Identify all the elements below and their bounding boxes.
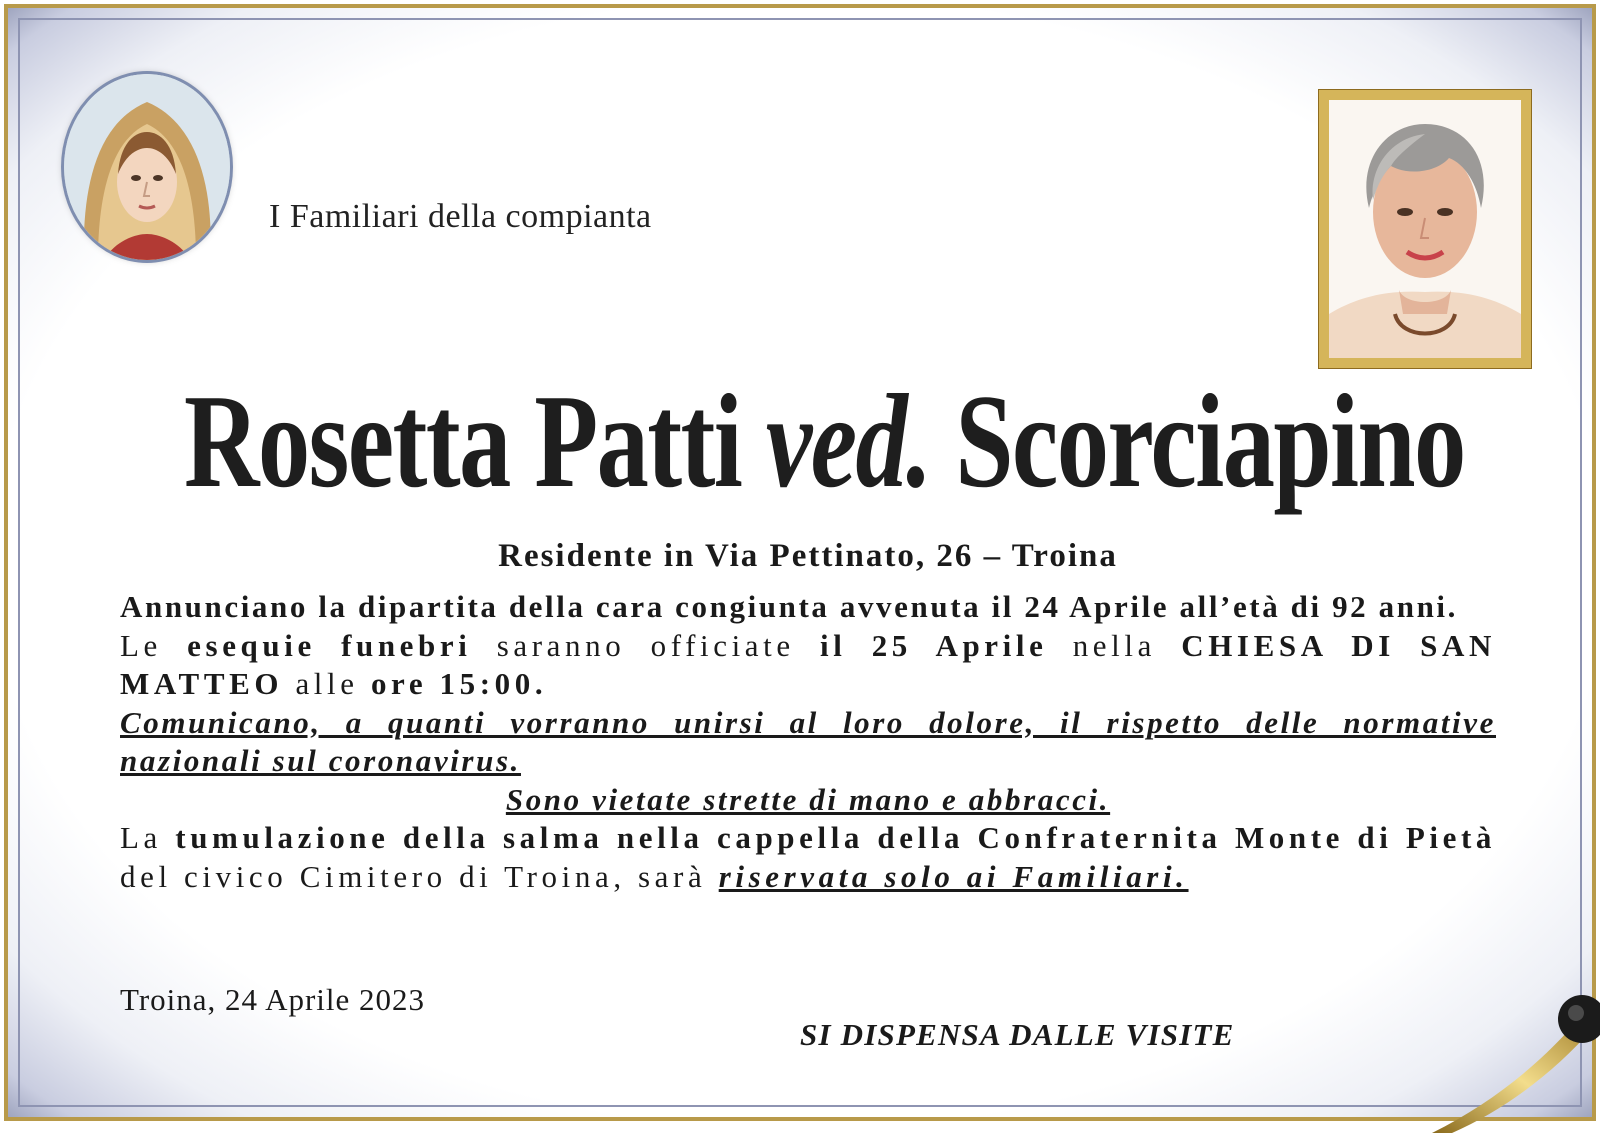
deceased-photo bbox=[1329, 100, 1521, 358]
deceased-name bbox=[184, 366, 1465, 516]
burial-text-3: del civico Cimitero di Troina, sarà bbox=[120, 858, 719, 894]
funeral-paragraph bbox=[120, 627, 1496, 704]
burial-text-2: tumulazione della salma nella cappella della Confraternita Monte di Pietà bbox=[175, 820, 1496, 855]
name-surname: Scorciapino bbox=[955, 367, 1465, 515]
place-date: Troina, 24 Aprile 2023 bbox=[120, 982, 426, 1017]
funeral-text-4: nella bbox=[1047, 627, 1182, 663]
residence-line: Residente in Via Pettinato, 26 – Troina bbox=[498, 538, 1118, 574]
church-name: CHIESA DI SAN MATTEO bbox=[120, 627, 1496, 701]
covid-paragraph: Comunicano, a quanti vorranno unirsi al loro dolore, il rispetto delle normative nazionali sul coronavirus. bbox=[120, 704, 1496, 778]
funeral-text-3: saranno officiate bbox=[471, 627, 820, 663]
no-visits-line: SI DISPENSA DALLE VISITE bbox=[800, 1017, 1235, 1052]
funeral-date: il 25 Aprile bbox=[820, 627, 1048, 663]
intro-line: I Familiari della compianta bbox=[269, 198, 652, 235]
funeral-time: ore 15:00. bbox=[370, 666, 548, 701]
deceased-photo-frame bbox=[1319, 90, 1531, 368]
announcement-paragraph: Annunciano la dipartita della cara congiunta avvenuta il 24 Aprile all’età di 92 anni. bbox=[120, 589, 1458, 624]
madonna-image bbox=[64, 74, 230, 260]
no-handshakes-line: Sono vietate strette di mano e abbracci. bbox=[505, 781, 1111, 817]
burial-private: riservata solo ai Familiari. bbox=[718, 858, 1189, 894]
name-widow: ved. bbox=[765, 367, 931, 515]
funeral-text-2: esequie funebri bbox=[187, 627, 472, 663]
page-curl-ornament bbox=[1432, 993, 1600, 1133]
name-first: Rosetta Patti bbox=[184, 367, 742, 515]
notice-body bbox=[120, 588, 1496, 896]
burial-text-1: La bbox=[120, 820, 176, 855]
funeral-text-5: alle bbox=[283, 666, 371, 701]
madonna-illustration bbox=[64, 74, 230, 260]
funeral-text-1: Le bbox=[120, 627, 188, 663]
burial-paragraph bbox=[120, 819, 1496, 896]
obituary-notice bbox=[4, 4, 1596, 1121]
